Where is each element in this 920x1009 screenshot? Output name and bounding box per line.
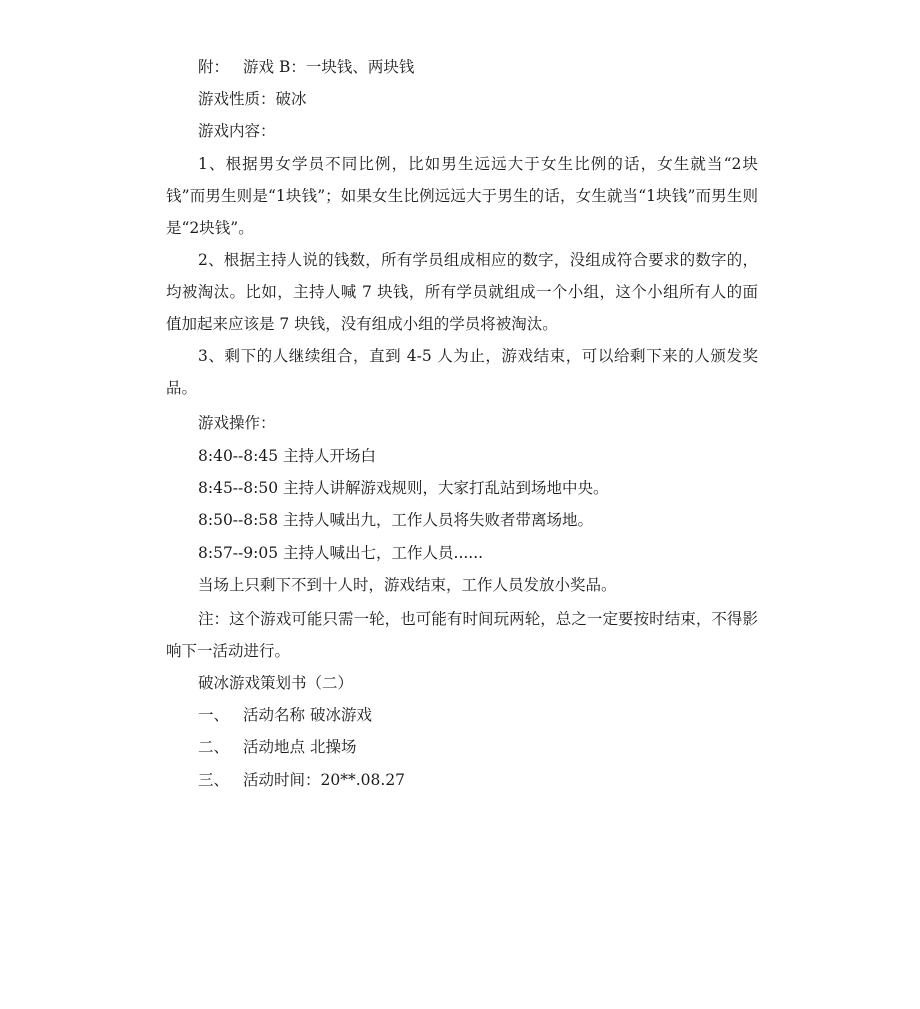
activity-item-3 <box>198 770 405 790</box>
game-end-line: 当场上只剩下不到十人时，游戏结束，工作人员发放小奖品。 <box>198 576 617 594</box>
schedule-item-1: 8:40--8:45 主持人开场白 <box>198 447 377 465</box>
attachment-line <box>198 57 414 77</box>
game-content-heading: 游戏内容： <box>198 122 276 140</box>
item-1-number: 一、 <box>198 706 230 724</box>
item-2-number: 二、 <box>198 738 230 756</box>
activity-item-2 <box>198 737 356 757</box>
schedule-item-4: 8:57--9:05 主持人喊出七，工作人员...... <box>198 544 484 562</box>
activity-item-1 <box>198 705 372 725</box>
game-operation-heading: 游戏操作： <box>198 414 276 432</box>
section-title-2: 破冰游戏策划书（二） <box>198 674 354 692</box>
item-2-text: 活动地点 北操场 <box>243 738 357 756</box>
item-3-number: 三、 <box>198 771 230 789</box>
schedule-item-3: 8:50--8:58 主持人喊出九，工作人员将失败者带离场地。 <box>198 511 594 529</box>
schedule-item-2: 8:45--8:50 主持人讲解游戏规则，大家打乱站到场地中央。 <box>198 479 609 497</box>
rule-paragraph-3: 3、剩下的人继续组合，直到 4-5 人为止，游戏结束，可以给剩下来的人颁发奖品。 <box>166 347 758 397</box>
game-nature-line: 游戏性质：破冰 <box>198 90 307 108</box>
note-paragraph: 注：这个游戏可能只需一轮，也可能有时间玩两轮，总之一定要按时结束，不得影响下一活动进行。 <box>166 610 758 660</box>
item-1-text: 活动名称 破冰游戏 <box>243 706 372 724</box>
game-b-title: 游戏 B：一块钱、两块钱 <box>243 58 415 76</box>
rule-paragraph-2: 2、根据主持人说的钱数，所有学员组成相应的数字，没组成符合要求的数字的，均被淘汰。比如，主持人喊 7 块钱，所有学员就组成一个小组，这个小组所有人的面值加起来应该是 7 块钱，没有组成小组的学员将被淘汰。 <box>166 251 758 333</box>
item-3-text: 活动时间：20**.08.27 <box>243 771 406 789</box>
attach-label: 附： <box>198 58 230 76</box>
rule-paragraph-1: 1、根据男女学员不同比例，比如男生远远大于女生比例的话，女生就当“2块钱”而男生则是“1块钱”；如果女生比例远远大于男生的话，女生就当“1块钱”而男生则是“2块钱”。 <box>166 155 758 237</box>
